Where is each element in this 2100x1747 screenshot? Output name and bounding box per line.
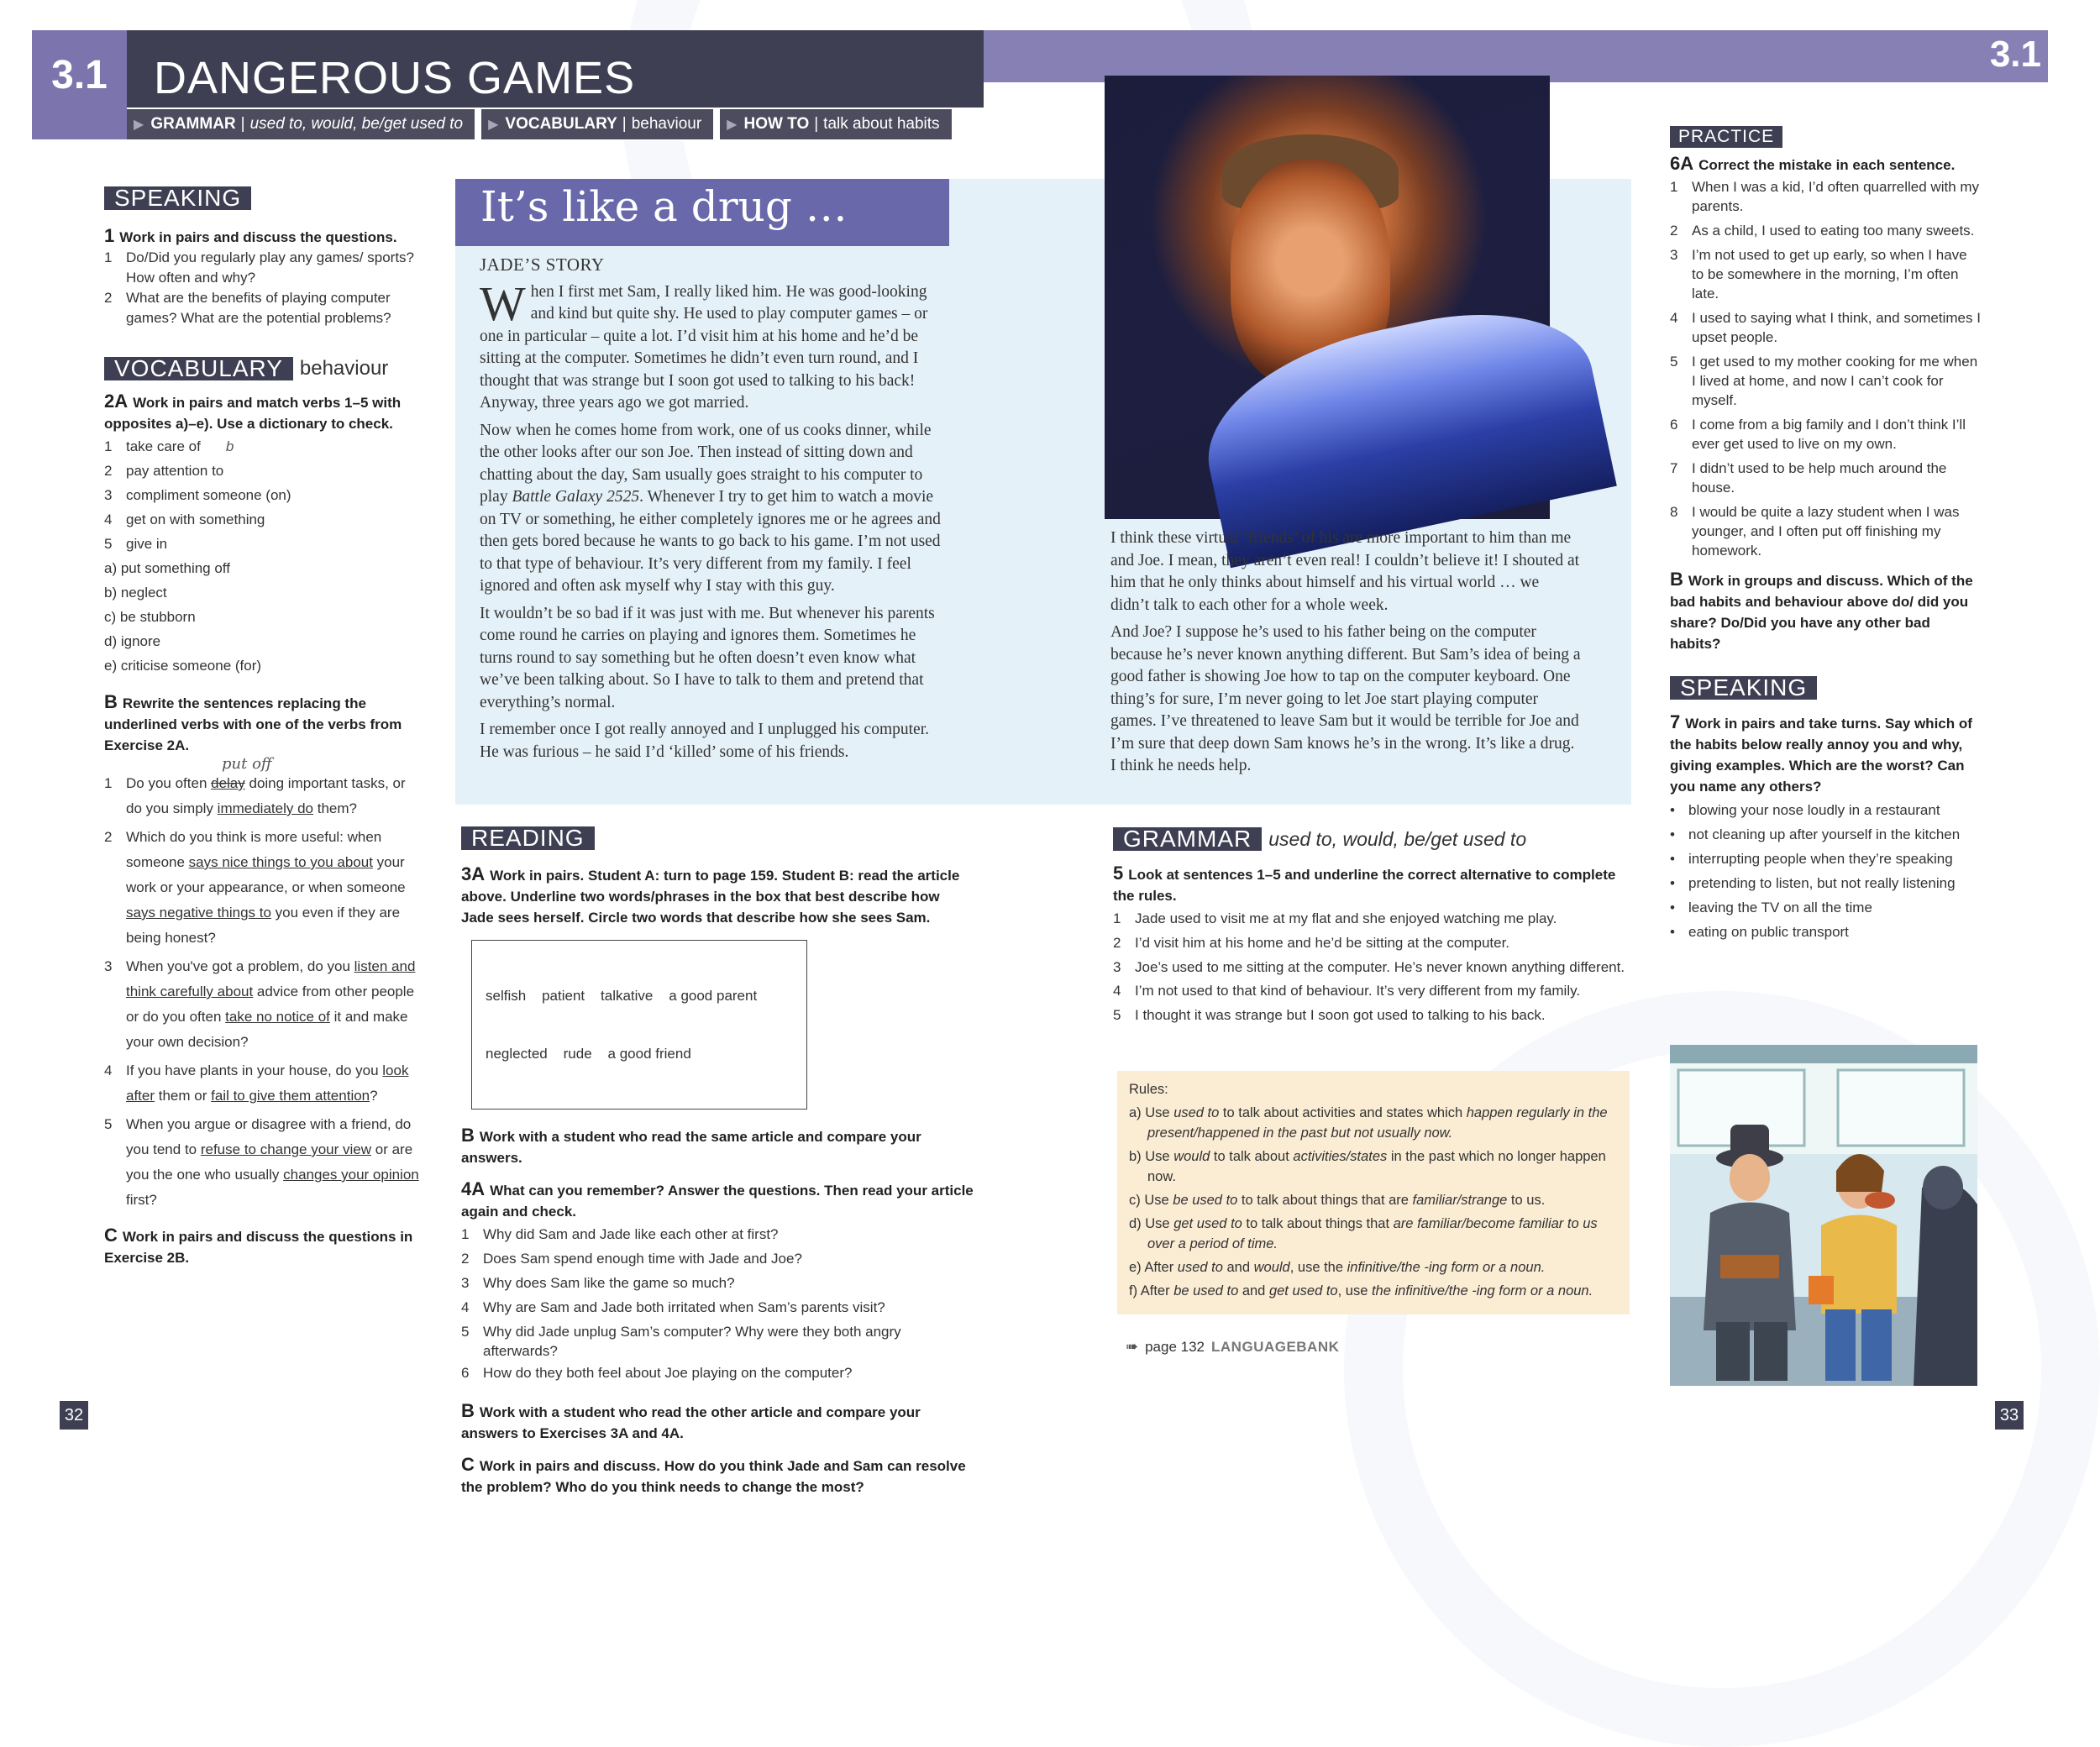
tag-detail: behaviour (631, 115, 702, 133)
left-column (104, 186, 423, 1268)
list-item: 2 pay attention to (104, 463, 224, 479)
exercise-2b: B Rewrite the sentences replacing the underlined verbs with one of the verbs from Exercise 2A. (104, 691, 402, 753)
list-item: • leaving the TV on all the time (1670, 900, 1872, 915)
list-item: 5 When you argue or disagree with a friend, do you tend to refuse to change your view or are you the one who usually changes your opinion first? (104, 1116, 419, 1208)
list-item: 4 get on with something (104, 512, 265, 527)
topic-tags (127, 108, 984, 141)
article-title: It’s like a drug … (480, 182, 848, 231)
exercise-2c: C Work in pairs and discuss the questions in Exercise 2B. (104, 1225, 413, 1266)
list-item: 2 Which do you think is more useful: when someone says nice things to you about your work or your appearance, or when someone says negative things to you even if they are being honest? (104, 829, 406, 946)
grammar-sub: used to, would, be/get used to (1268, 828, 1527, 850)
exercise-7: 7 Work in pairs and take turns. Say which of the habits below really annoy you and why, giving examples. Which are the worst? Can you name any others? (1670, 711, 1972, 795)
list-item: 4 Why are Sam and Jade both irritated when Sam’s parents visit? (461, 1299, 885, 1315)
speaking-heading-2: SPEAKING (1670, 676, 1817, 700)
list-item: 2 I’d visit him at his home and he’d be sitting at the computer. (1113, 935, 1510, 951)
list-item: 2 What are the benefits of playing computer games? What are the potential problems? (104, 290, 391, 326)
train-illustration-svg (1670, 1045, 1977, 1386)
exercise-3a: 3A Work in pairs. Student A: turn to page 159. Student B: read the article above. Underline two words/phrases in the box that best describe how Jade sees herself. Circle two words that describe how she sees Sam. (461, 863, 960, 926)
tag-howto: ▶ HOW TO | talk about habits (720, 109, 951, 139)
unit-number: 3.1 (32, 30, 127, 139)
exercise-6a: 6A Correct the mistake in each sentence. (1670, 153, 1956, 174)
list-item: 4 If you have plants in your house, do you look after them or fail to give them attention? (104, 1062, 409, 1104)
article-left-text (480, 254, 950, 763)
article-paragraph: It wouldn’t be so bad if it was just with me. But whenever his parents come round he carries on playing and ignores them. Sometimes he turns round to say something but he often doesn’t even know what we’ve been talking about. So I have to talk to them and pretend that everything’s normal. (480, 604, 935, 711)
handwritten-answer: b (225, 438, 234, 454)
article-paragraph: And Joe? I suppose he’s used to his father being on the computer because he’s never known anything different. But Sam’s idea of being a good father is showing Joe how to tap on the computer keyboard. One thing’s for sure, I’m never going to let Joe start playing computer games. I’ve threatened to leave Sam but it would be terrible for Joe and I’m sure that deep down Sam knows he’s in the wrong. It’s like a drug. I think he needs help. (1110, 623, 1581, 774)
list-item: • eating on public transport (1670, 924, 1849, 940)
page-number-left: 32 (60, 1401, 88, 1430)
list-item: 1 Jade used to visit me at my flat and she enjoyed watching me play. (1113, 910, 1557, 926)
tag-label: VOCABULARY (505, 115, 617, 133)
list-item: e) criticise someone (for) (104, 658, 262, 674)
tag-label: GRAMMAR (150, 115, 236, 133)
list-item: • interrupting people when they’re speaking (1670, 851, 1953, 867)
list-item: a) put something off (104, 560, 230, 576)
practice-heading: PRACTICE (1670, 126, 1782, 148)
list-item: 1 take care of b (104, 434, 423, 459)
reading-section (461, 826, 975, 1498)
rule-c: c) Use be used to to talk about things that are familiar/strange to us. (1129, 1193, 1546, 1208)
tag-label: HOW TO (743, 115, 810, 133)
word-box: selfish patient talkative a good parent neglected rude a good friend (471, 940, 807, 1110)
rule-f: f) After be used to and get used to, use the infinitive/the -ing form or a noun. (1129, 1283, 1593, 1298)
exercise-4b: B Work with a student who read the other article and compare your answers to Exercises 3A and 4A. (461, 1400, 921, 1441)
right-column (1670, 126, 1982, 942)
unit-number-right: 3.1 (1989, 34, 2041, 75)
exercise-6b: B Work in groups and discuss. Which of the bad habits and behaviour above do/ did you share? Do/Did you have any other bad habits? (1670, 569, 1973, 652)
list-item: 3 Joe’s used to me sitting at the computer. He’s never known anything different. (1113, 959, 1625, 975)
vocabulary-sub: behaviour (299, 357, 389, 380)
list-item: 5 I thought it was strange but I soon got used to talking to his back. (1113, 1007, 1546, 1023)
rule-e: e) After used to and would, use the infinitive/the -ing form or a noun. (1129, 1260, 1546, 1275)
list-item: 8 I would be quite a lazy student when I was younger, and I often put off finishing my homework. (1670, 504, 1960, 559)
play-icon: ▶ (134, 118, 144, 132)
page-title: DANGEROUS GAMES (154, 53, 636, 103)
list-item: 3 Why does Sam like the game so much? (461, 1275, 735, 1291)
tag-vocabulary: ▶ VOCABULARY | behaviour (481, 109, 713, 139)
train-illustration (1670, 1045, 1977, 1386)
vocabulary-heading: VOCABULARY (104, 357, 293, 380)
list-item: • not cleaning up after yourself in the kitchen (1670, 826, 1961, 842)
list-item: 3 I’m not used to get up early, so when I have to be somewhere in the morning, I’m often late. (1670, 247, 1967, 302)
language-bank-link[interactable]: ➠ page 132 LANGUAGEBANK (1126, 1338, 1340, 1355)
tag-detail: used to, would, be/get used to (249, 115, 464, 133)
rules-label: Rules: (1129, 1082, 1168, 1097)
list-item: 5 Why did Jade unplug Sam’s computer? Why were they both angry afterwards? (461, 1324, 901, 1359)
grammar-section (1113, 827, 1634, 1027)
list-item: 1 Why did Sam and Jade like each other at first? (461, 1226, 779, 1242)
list-item: 5 I get used to my mother cooking for me when I lived at home, and now I can’t cook for myself. (1670, 354, 1978, 408)
list-item: 3 compliment someone (on) (104, 487, 291, 503)
list-item: 5 give in (104, 536, 168, 552)
reading-heading: READING (461, 826, 595, 850)
header-band-right (983, 30, 2048, 82)
article-right-text (1110, 527, 1581, 778)
list-item: 1 Do you often delay doing important tasks, or do you simply immediately do them? (104, 775, 406, 816)
grammar-heading: GRAMMAR (1113, 827, 1262, 851)
list-item: • pretending to listen, but not really listening (1670, 875, 1956, 891)
tag-detail: talk about habits (823, 115, 940, 133)
exercise-1: 1 Work in pairs and discuss the questions. (104, 225, 397, 246)
list-item: 3 When you've got a problem, do you listen and think carefully about advice from other people or do you often take no notice of it and make your own decision? (104, 958, 416, 1050)
rule-a: a) Use used to to talk about activities and states which happen regularly in the present/happened in the past but not usually now. (1129, 1105, 1608, 1141)
list-item: b) neglect (104, 585, 167, 601)
handwritten-note: put off (222, 755, 272, 773)
rule-b: b) Use would to talk about activities/states in the past which no longer happen now. (1129, 1149, 1606, 1184)
list-item: 1 Do/Did you regularly play any games/ sports? How often and why? (104, 249, 414, 286)
article-photo (1105, 76, 1550, 519)
page-number-right: 33 (1995, 1401, 2024, 1430)
list-item: 6 How do they both feel about Joe playing on the computer? (461, 1365, 853, 1381)
arrow-right-icon: ➠ (1126, 1338, 1139, 1355)
list-item: d) ignore (104, 633, 161, 649)
drop-cap: W (480, 275, 526, 331)
exercise-3b: B Work with a student who read the same article and compare your answers. (461, 1125, 921, 1166)
list-item: 4 I’m not used to that kind of behaviour. It’s very different from my family. (1113, 983, 1581, 999)
speaking-heading: SPEAKING (104, 186, 251, 210)
list-item: 4 I used to saying what I think, and sometimes I upset people. (1670, 310, 1981, 345)
exercise-4c: C Work in pairs and discuss. How do you think Jade and Sam can resolve the problem? Who do you think needs to change the most? (461, 1454, 966, 1495)
story-label: JADE’S STORY (480, 254, 605, 275)
tag-grammar: ▶ GRAMMAR | used to, would, be/get used to (127, 109, 475, 139)
list-item: • blowing your nose loudly in a restaurant (1670, 802, 1940, 818)
list-item: 2 As a child, I used to eating too many sweets. (1670, 223, 1975, 239)
rules-box (1117, 1071, 1630, 1314)
handwritten-note-row (104, 756, 423, 771)
vocabulary-heading-row (104, 357, 423, 380)
exercise-4a: 4A What can you remember? Answer the questions. Then read your article again and check. (461, 1178, 974, 1220)
list-item: 6 I come from a big family and I don’t think I’ll ever get used to live on my own. (1670, 417, 1966, 452)
rule-d: d) Use get used to to talk about things that are familiar/become familiar to us over a period of time. (1129, 1216, 1598, 1251)
play-icon: ▶ (727, 118, 738, 132)
list-item: 2 Does Sam spend enough time with Jade and Joe? (461, 1251, 802, 1267)
list-item: 7 I didn’t used to be help much around the house. (1670, 460, 1947, 496)
grammar-heading-row (1113, 827, 1634, 851)
play-icon: ▶ (488, 118, 499, 132)
article-paragraph: I remember once I got really annoyed and I unplugged his computer. He was furious – he said I’d ‘killed’ some of his friends. (480, 721, 929, 761)
exercise-2a: 2A Work in pairs and match verbs 1–5 with opposites a)–e). Use a dictionary to check. (104, 391, 402, 432)
article-paragraph: I think these virtual ‘friends’ of his are more important to him than me and Joe. I mean, they aren’t even real! I couldn’t believe it! I shouted at him that he only thinks about himself and his virtual world … we didn’t talk to each other for a whole week. (1110, 529, 1580, 614)
article-paragraph: When I first met Sam, I really liked him. He was good-looking and kind but quite shy. He used to play computer games – or one in particular – quite a lot. I’d visit him at his home and he’d be sitting at the computer. Sometimes he didn’t even turn round, and I thought that was strange but I soon got used to talking to his back! Anyway, three years ago we got married. (480, 275, 928, 412)
exercise-5: 5 Look at sentences 1–5 and underline the correct alternative to complete the rules. (1113, 863, 1616, 904)
article-paragraph: Now when he comes home from work, one of us cooks dinner, while the other looks after our son Joe. Then instead of sitting down and chatting about the day, Sam usually goes straight to his computer to play Battle Galaxy 2525. Whenever I try to get him to watch a movie on TV or something, he either completely ignores me or he agrees and then gets bored because he wants to go back to his game. I’m not used to that type of behaviour. It’s very different from my family. I feel ignored and often ask myself why I stay with this guy. (480, 421, 941, 595)
list-item: 1 When I was a kid, I’d often quarrelled with my parents. (1670, 179, 1980, 214)
list-item: c) be stubborn (104, 609, 196, 625)
